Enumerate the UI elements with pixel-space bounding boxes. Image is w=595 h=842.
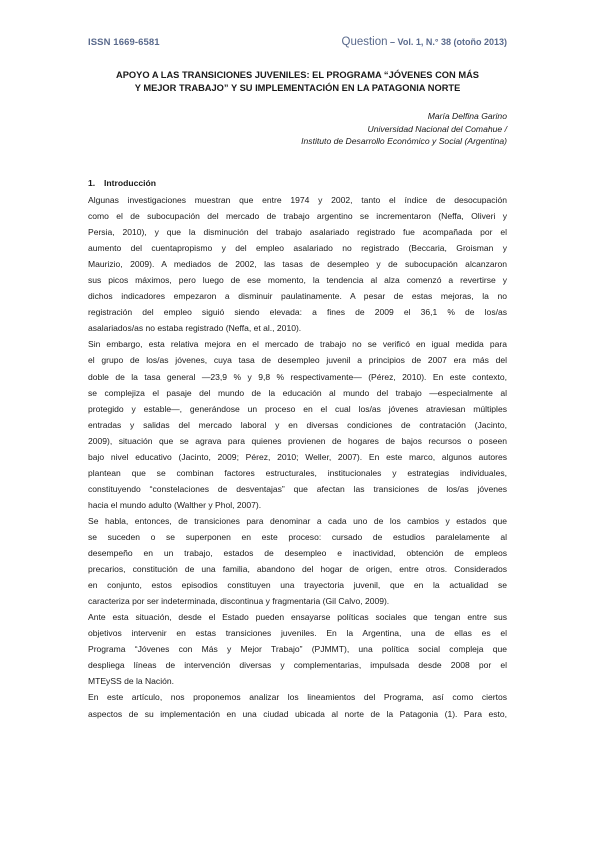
journal-name: Question: [341, 36, 388, 48]
text-line: en conjunto, estos episodios constituyen una trayectoria juvenil, que en la actualidad se: [88, 580, 507, 591]
paragraph: [88, 336, 507, 513]
issn-label: ISSN 1669-6581: [88, 37, 160, 48]
author-name: María Delfina Garino: [427, 111, 507, 121]
body-text: [88, 192, 507, 722]
running-header: [88, 37, 507, 51]
text-line: se complejiza el pasaje del mundo de la educación al mundo del trabajo —especialmente al: [88, 387, 507, 398]
article-title: [88, 69, 507, 94]
text-line: se suceden o se superponen en este proceso: cursado de estudios paralelamente al: [88, 531, 507, 542]
text-line: objetivos intervenir en estas transiciones juveniles. En la Argentina, una de ellas es el: [88, 628, 507, 639]
text-line: el grupo de los/as jóvenes, cuya tasa de desempleo juvenil a principios de 2007 era más del: [88, 355, 507, 366]
text-line: entradas y salidas del mercado laboral y en diversas condiciones de contratación (Jacinto,: [88, 419, 507, 430]
text-line: MTEySS de la Nación.: [88, 676, 174, 687]
journal-citation: [342, 36, 508, 48]
text-line: Ante esta situación, desde el Estado pueden ensayarse políticas sociales que tengan entre sus: [88, 612, 507, 623]
text-line: Sin embargo, esta relativa mejora en el mercado de trabajo no se verificó en igual medida para: [88, 339, 507, 350]
text-line: bajo nivel educativo (Jacinto, 2009; Pérez, 2010; Weller, 2007). En este marco, algunos autores: [88, 451, 507, 462]
title-line: Y MEJOR TRABAJO” Y SU IMPLEMENTACIÓN EN LA PATAGONIA NORTE: [134, 82, 461, 93]
author-affiliation: Universidad Nacional del Comahue /: [367, 123, 507, 134]
text-line: hacia el mundo adulto (Walther y Phol, 2007).: [88, 499, 262, 510]
section-title: Introducción: [104, 178, 157, 188]
text-line: protegido y estable—, generándose un proceso en el cual los/as jóvenes atraviesan múltiples: [88, 403, 507, 414]
paragraph: [88, 192, 507, 336]
text-line: despliega líneas de intervención diversas y complementarias, impulsada desde 2008 por el: [88, 660, 507, 671]
text-line: asalariados/as no estaba registrado (Neffa, et al., 2010).: [88, 323, 302, 334]
text-line: Maurizio, 2009). A mediados de 2002, las tasas de desempleo y de subocupación alcanzaron: [88, 259, 507, 270]
text-line: registración del empleo siguió siendo elevada: a fines de 2009 el 36,1 % de los/as: [88, 307, 507, 318]
text-line: desempeño en un trabajo, estados de desempleo e inactividad, obtención de empleos: [88, 548, 507, 559]
text-line: caracteriza por ser indeterminada, discontinua y fragmentaria (Gil Calvo, 2009).: [88, 596, 390, 607]
section-number: 1.: [88, 178, 96, 188]
title-line: APOYO A LAS TRANSICIONES JUVENILES: EL PROGRAMA “JÓVENES CON MÁS: [116, 70, 479, 80]
text-line: aspectos de su implementación en una ciudad ubicada al norte de la Patagonia (1). Para esto,: [88, 708, 507, 719]
text-line: Persia, 2010), y que la disminución del trabajo asalariado registrado fue acompañada por el: [88, 227, 507, 238]
text-line: constituyendo “constelaciones de desventajas” que afectan las transiciones de los/as jóvenes: [88, 483, 507, 494]
journal-volume: – Vol. 1, N.° 38 (otoño 2013): [387, 37, 507, 47]
text-line: 2009), situación que se agrava para quienes provienen de hogares de bajos recursos o poseen: [88, 435, 507, 446]
text-line: En este artículo, nos proponemos analizar los lineamientos del Programa, así como ciertos: [88, 692, 507, 703]
text-line: Se habla, entonces, de transiciones para denominar a cada uno de los cambios y estados que: [88, 515, 507, 526]
text-line: Algunas investigaciones muestran que entre 1974 y 2002, tanto el índice de desocupación: [88, 195, 507, 205]
author-affiliation: Instituto de Desarrollo Económico y Social (Argentina): [301, 136, 507, 146]
text-line: sus picos máximos, pero luego de ese momento, la tendencia al alza comenzó a revertirse y: [88, 275, 507, 286]
text-line: aumento del cuentapropismo y del empleo asalariado no registrado (Beccaria, Groisman y: [88, 243, 507, 254]
text-line: dichos indicadores empezaron a disminuir paulatinamente. A pesar de estas mejoras, la no: [88, 291, 507, 302]
section-heading: [88, 178, 156, 188]
text-line: como el de subocupación del mercado de trabajo argentino se incrementaron (Neffa, Oliveri y: [88, 211, 507, 222]
text-line: Programa “Jóvenes con Más y Mejor Trabajo” (PJMMT), una política social compleja que: [88, 644, 507, 655]
paragraph: [88, 513, 507, 609]
text-line: plantean que se combinan factores estructurales, institucionales y estrategias individuales,: [88, 467, 507, 478]
paragraph: [88, 689, 507, 721]
author-block: [301, 110, 507, 148]
text-line: precarios, constitución de una familia, abandono del hogar de origen, entre otros. Considerados: [88, 564, 507, 575]
paragraph: [88, 609, 507, 689]
text-line: doble de la tasa general —23,9 % y 9,8 % respectivamente— (Pérez, 2010). En este contexto,: [88, 371, 507, 382]
